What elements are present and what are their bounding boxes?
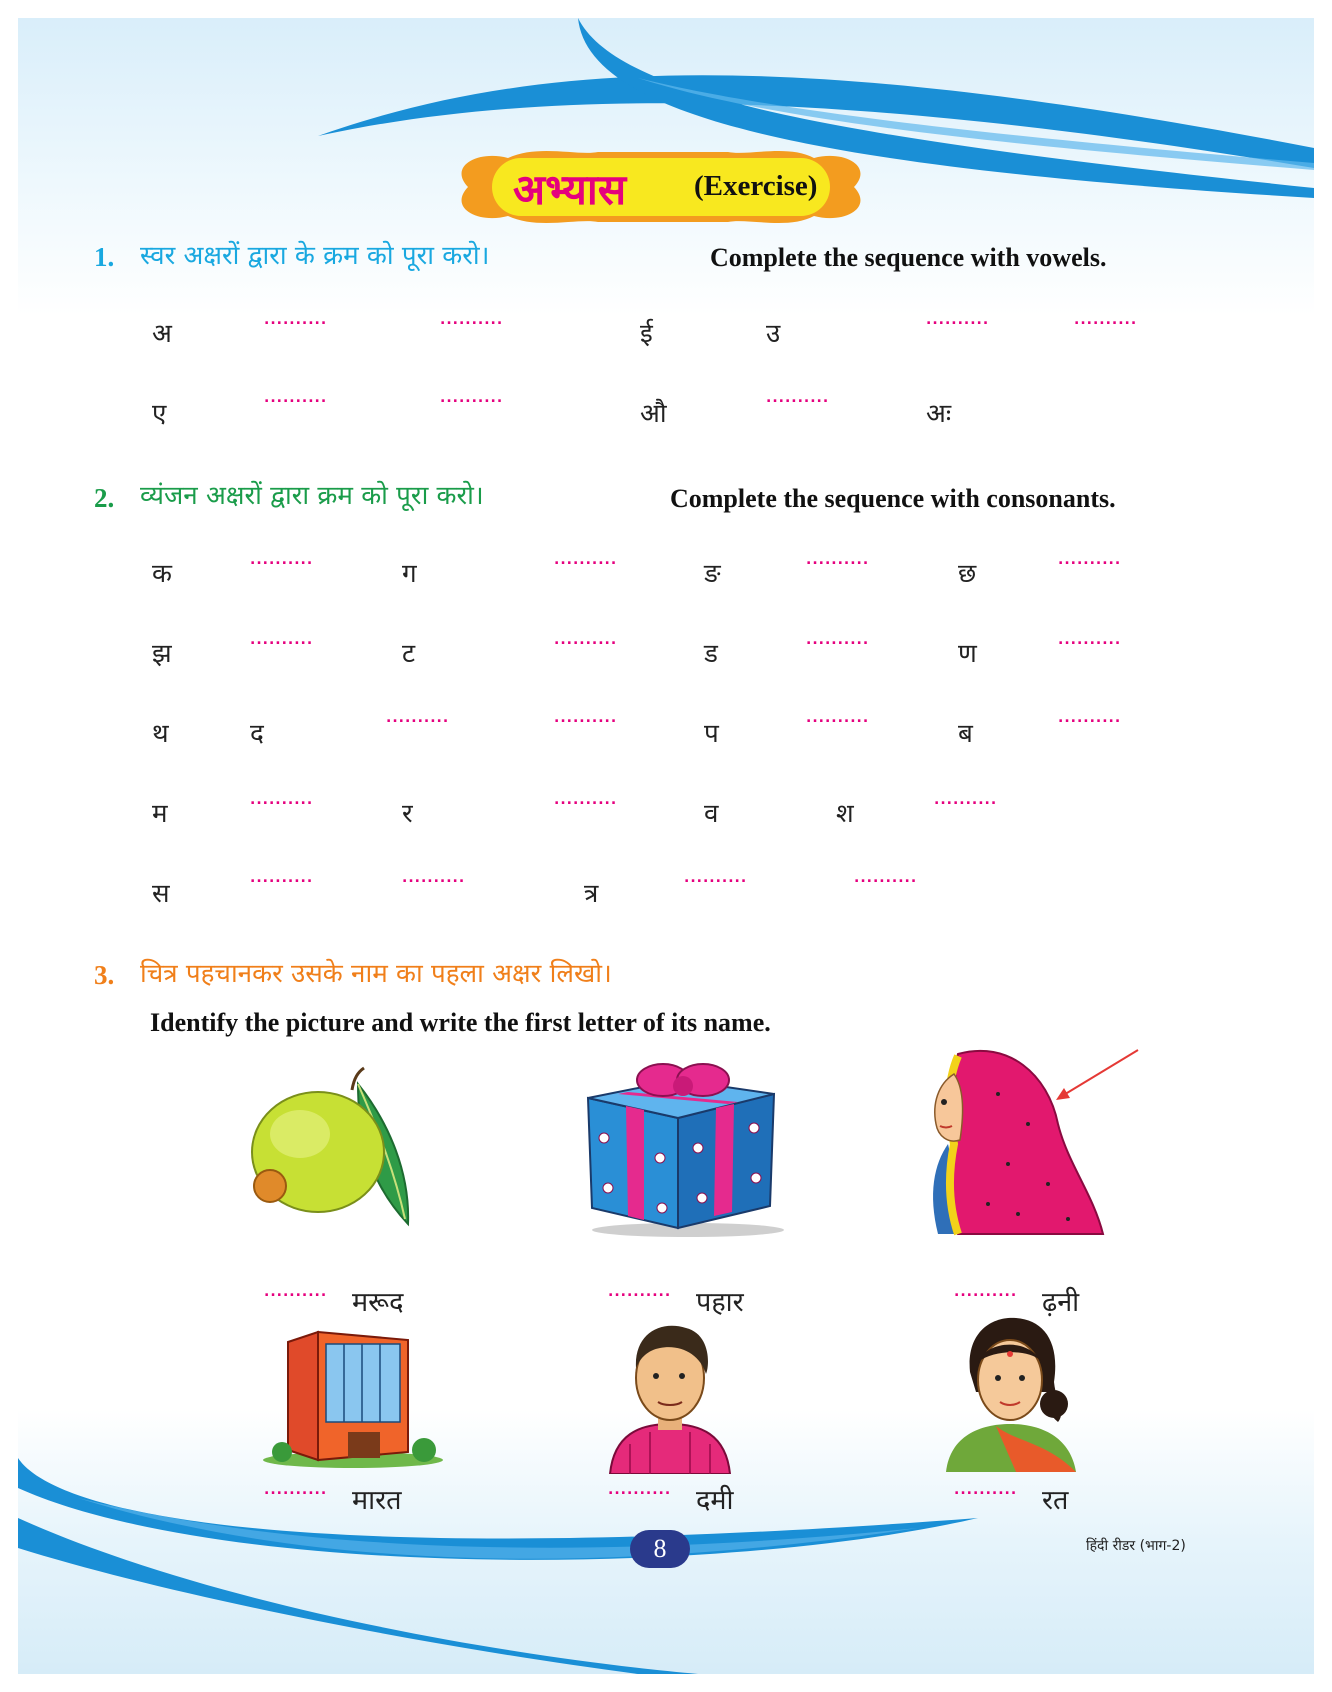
guava-icon xyxy=(240,1064,420,1232)
consonant-letter: ण xyxy=(958,639,977,669)
blank-line[interactable]: .......... xyxy=(806,552,870,568)
consonant-letter: प xyxy=(704,719,719,749)
q1-number: 1. xyxy=(94,242,115,272)
consonant-letter: म xyxy=(152,799,168,829)
blank-line[interactable]: .......... xyxy=(554,552,618,568)
consonant-letter: छ xyxy=(958,559,977,589)
blank-line[interactable]: .......... xyxy=(1058,710,1122,726)
vowel-letter: अः xyxy=(926,399,952,429)
blank-line[interactable]: .......... xyxy=(806,632,870,648)
book-title-footer: हिंदी रीडर (भाग-2) xyxy=(1086,1538,1186,1554)
q3-instruction-hindi: चित्र पहचानकर उसके नाम का पहला अक्षर लिखो। xyxy=(140,959,612,989)
blank-line[interactable]: .......... xyxy=(264,390,328,406)
blank-line[interactable]: .......... xyxy=(1058,552,1122,568)
consonant-letter: ड xyxy=(704,639,718,669)
blank-line[interactable]: .......... xyxy=(1058,632,1122,648)
gift-box-icon xyxy=(578,1058,788,1238)
consonant-letter: र xyxy=(402,799,413,829)
vowel-letter: ए xyxy=(152,399,167,429)
blank-line[interactable]: .......... xyxy=(250,870,314,886)
woman-icon xyxy=(936,1312,1086,1472)
blank-line[interactable]: .......... xyxy=(386,710,450,726)
consonant-letter: क xyxy=(152,559,172,589)
consonant-letter: त्र xyxy=(584,879,599,909)
blank-line[interactable]: .......... xyxy=(554,710,618,726)
blank-line[interactable]: .......... xyxy=(684,870,748,886)
consonant-letter: थ xyxy=(152,719,169,749)
vowel-letter: उ xyxy=(766,319,781,349)
blank-line[interactable]: .......... xyxy=(250,552,314,568)
consonant-letter: झ xyxy=(152,639,172,669)
blank-line[interactable]: .......... xyxy=(608,1482,672,1498)
blank-line[interactable]: .......... xyxy=(554,632,618,648)
picture-word: पहार xyxy=(696,1287,744,1318)
picture-word: रत xyxy=(1042,1485,1069,1516)
consonant-letter: स xyxy=(152,879,170,909)
vowel-letter: ई xyxy=(640,319,653,349)
consonant-letter: ब xyxy=(958,719,973,749)
arrow-annotation xyxy=(1052,1048,1142,1104)
blank-line[interactable]: .......... xyxy=(1074,312,1138,328)
blank-line[interactable]: .......... xyxy=(250,632,314,648)
picture-word: ढ़नी xyxy=(1042,1287,1080,1318)
blank-line[interactable]: .......... xyxy=(264,312,328,328)
picture-word: मारत xyxy=(352,1485,402,1516)
blank-line[interactable]: .......... xyxy=(250,792,314,808)
building-icon xyxy=(258,1322,448,1468)
vowel-letter: अ xyxy=(152,319,172,349)
q1-instruction-hindi: स्वर अक्षरों द्वारा के क्रम को पूरा करो। xyxy=(140,241,490,271)
blank-line[interactable]: .......... xyxy=(934,792,998,808)
blank-line[interactable]: .......... xyxy=(440,390,504,406)
title-english: (Exercise) xyxy=(694,170,818,202)
q2-instruction-hindi: व्यंजन अक्षरों द्वारा क्रम को पूरा करो। xyxy=(140,481,484,511)
blank-line[interactable]: .......... xyxy=(926,312,990,328)
vowel-letter: औ xyxy=(640,399,667,429)
blank-line[interactable]: .......... xyxy=(766,390,830,406)
blank-line[interactable]: .......... xyxy=(554,792,618,808)
blank-line[interactable]: .......... xyxy=(264,1482,328,1498)
worksheet-page xyxy=(18,18,1314,1674)
consonant-letter: श xyxy=(836,799,854,829)
blank-line[interactable]: .......... xyxy=(608,1284,672,1300)
q3-instruction-english: Identify the picture and write the first letter of its name. xyxy=(150,1008,771,1037)
consonant-letter: ङ xyxy=(704,559,721,589)
blank-line[interactable]: .......... xyxy=(402,870,466,886)
consonant-letter: ट xyxy=(402,639,416,669)
q1-instruction-english: Complete the sequence with vowels. xyxy=(710,243,1107,272)
consonant-letter: ग xyxy=(402,559,417,589)
title-hindi: अभ्यास xyxy=(513,165,627,214)
blank-line[interactable]: .......... xyxy=(440,312,504,328)
blank-line[interactable]: .......... xyxy=(264,1284,328,1300)
picture-word: दमी xyxy=(696,1485,734,1516)
q3-number: 3. xyxy=(94,960,115,990)
picture-word: मरूद xyxy=(352,1287,404,1318)
blank-line[interactable]: .......... xyxy=(954,1482,1018,1498)
consonant-letter: व xyxy=(704,799,719,829)
man-icon xyxy=(600,1314,740,1474)
q2-number: 2. xyxy=(94,483,115,513)
q2-instruction-english: Complete the sequence with consonants. xyxy=(670,484,1116,513)
blank-line[interactable]: .......... xyxy=(854,870,918,886)
consonant-letter: द xyxy=(250,719,264,749)
blank-line[interactable]: .......... xyxy=(806,710,870,726)
page-number: 8 xyxy=(630,1530,690,1568)
blank-line[interactable]: .......... xyxy=(954,1284,1018,1300)
